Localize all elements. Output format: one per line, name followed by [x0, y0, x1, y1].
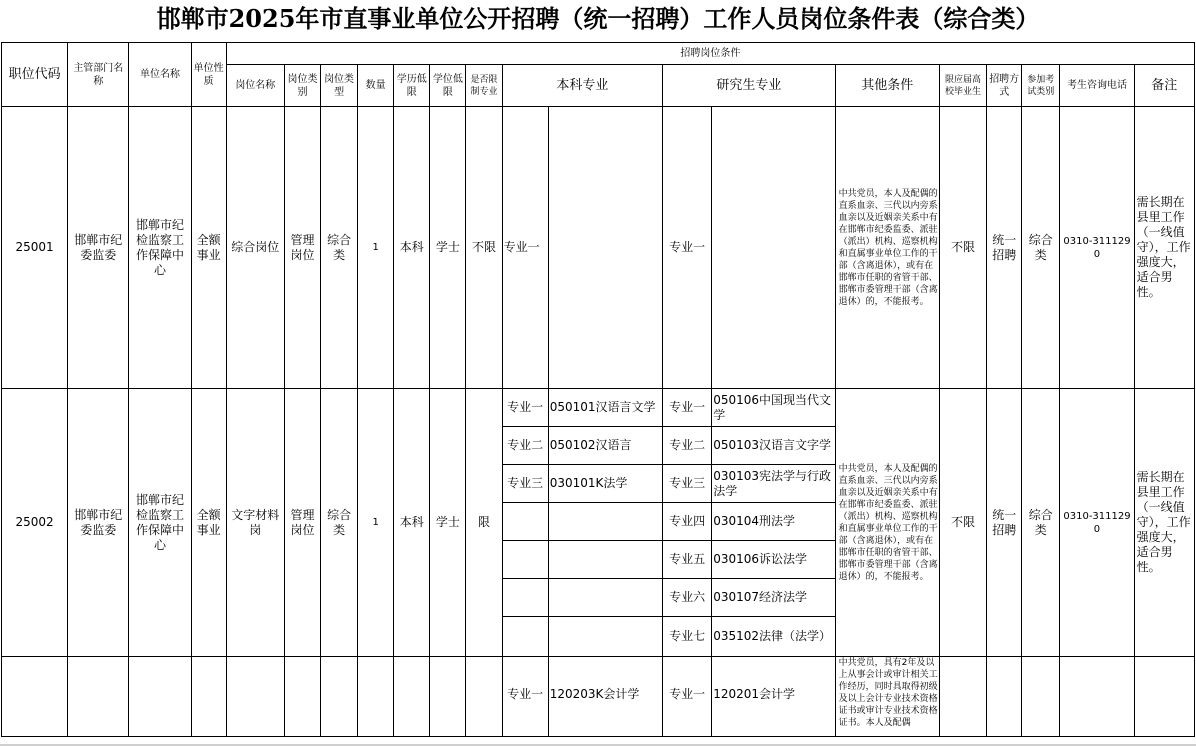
- cell-undergrad-name: [548, 617, 662, 657]
- cell-undergrad-label: [502, 579, 548, 617]
- cell-major-limit: 限: [466, 389, 502, 657]
- cell-grad-label: 专业六: [663, 579, 712, 617]
- cell-undergrad-name: 050101汉语言文学: [548, 389, 662, 427]
- cell-remarks: 需长期在县里工作（一线值守），工作强度大，适合男性。: [1134, 107, 1194, 389]
- cell-grad-name: 120201会计学: [712, 657, 835, 737]
- table-row: [2, 657, 1195, 737]
- table-row: [2, 389, 1195, 427]
- cell-grad-name: 030103宪法学与行政法学: [712, 465, 835, 503]
- page-title: 邯郸市2025年市直事业单位公开招聘（统一招聘）工作人员岗位条件表（综合类）: [156, 4, 1040, 33]
- cell-undergrad-label: 专业一: [502, 107, 548, 389]
- cell-recruit-method: [987, 657, 1022, 737]
- cell-undergrad-label: [502, 503, 548, 541]
- cell-post-category: 管理岗位: [284, 389, 320, 657]
- cell-fresh-grad: 不限: [939, 389, 986, 657]
- cell-unit: [129, 657, 191, 737]
- cell-undergrad-label: 专业一: [502, 657, 548, 737]
- cell-code: 25002: [2, 389, 68, 657]
- header-remarks: 备注: [1134, 65, 1194, 107]
- cell-grad-label: 专业四: [663, 503, 712, 541]
- cell-other: 中共党员，本人及配偶的直系血亲、三代以内旁系血亲以及近姻亲关系中有在邯郸市纪委监委、派驻（派出）机构、巡察机构和直属事业单位工作的干部（含离退休），或有在邯郸市任职的省管干部、邯郸市委管理干部（含离退休）的，不能报考。: [835, 107, 939, 389]
- cell-education: 本科: [394, 107, 430, 389]
- cell-phone: 0310-3111290: [1060, 107, 1134, 389]
- header-fresh-grad: 限应届高校毕业生: [939, 65, 986, 107]
- cell-undergrad-name: [548, 541, 662, 579]
- cell-post-name: 综合岗位: [226, 107, 284, 389]
- cell-quantity: [358, 657, 394, 737]
- cell-undergrad-name: 120203K会计学: [548, 657, 662, 737]
- cell-fresh-grad: 不限: [939, 107, 986, 389]
- cell-recruit-method: 统一招聘: [987, 389, 1022, 657]
- header-recruit-method: 招聘方式: [987, 65, 1022, 107]
- cell-remarks: [1134, 657, 1194, 737]
- header-degree: 学位低限: [430, 65, 466, 107]
- header-major-limit: 是否限制专业: [466, 65, 502, 107]
- cell-degree: 学士: [430, 389, 466, 657]
- cell-post-name: [226, 657, 284, 737]
- cell-unit: 邯郸市纪检监察工作保障中心: [129, 389, 191, 657]
- cell-major-limit: 不限: [466, 107, 502, 389]
- cell-dept: [68, 657, 129, 737]
- cell-grad-label: 专业五: [663, 541, 712, 579]
- cell-code: [2, 657, 68, 737]
- header-grad: 研究生专业: [663, 65, 836, 107]
- cell-quantity: 1: [358, 107, 394, 389]
- cell-post-type: [321, 657, 358, 737]
- cell-exam-category: [1022, 657, 1060, 737]
- cell-unit: 邯郸市纪检监察工作保障中心: [129, 107, 191, 389]
- cell-education: 本科: [394, 389, 430, 657]
- header-dept: 主管部门名称: [68, 43, 129, 107]
- cell-fresh-grad: [939, 657, 986, 737]
- cell-grad-label: 专业一: [663, 657, 712, 737]
- cell-grad-label: 专业一: [663, 107, 712, 389]
- header-post-name: 岗位名称: [226, 65, 284, 107]
- cell-post-category: 管理岗位: [284, 107, 320, 389]
- cell-nature: [191, 657, 226, 737]
- header-exam-category: 参加考试类别: [1022, 65, 1060, 107]
- cell-post-type: 综合类: [321, 107, 358, 389]
- cell-undergrad-name: [548, 503, 662, 541]
- cell-undergrad-name: [548, 579, 662, 617]
- cell-other: 中共党员，本人及配偶的直系血亲、三代以内旁系血亲以及近姻亲关系中有在邯郸市纪委监委、派驻（派出）机构、巡察机构和直属事业单位工作的干部（含离退休），或有在邯郸市任职的省管干部、邯郸市委管理干部（含离退休）的，不能报考。: [835, 389, 939, 657]
- cell-post-name: 文字材料岗: [226, 389, 284, 657]
- cell-nature: 全额事业: [191, 389, 226, 657]
- cell-grad-name: 035102法律（法学）: [712, 617, 835, 657]
- cell-recruit-method: 统一招聘: [987, 107, 1022, 389]
- cell-undergrad-label: [502, 617, 548, 657]
- cell-undergrad-name: [548, 107, 662, 389]
- header-post-type: 岗位类型: [321, 65, 358, 107]
- cell-exam-category: 综合类: [1022, 107, 1060, 389]
- cell-grad-name: 030106诉讼法学: [712, 541, 835, 579]
- header-quantity: 数量: [358, 65, 394, 107]
- cell-degree: 学士: [430, 107, 466, 389]
- position-table: [1, 42, 1195, 737]
- cell-phone: [1060, 657, 1134, 737]
- header-code: 职位代码: [2, 43, 68, 107]
- cell-post-category: [284, 657, 320, 737]
- cell-other: 中共党员，具有2年及以上从事会计或审计相关工作经历，同时具取得初级及以上会计专业技术资格证书或审计专业技术资格证书。本人及配偶: [835, 657, 939, 737]
- cell-undergrad-label: 专业二: [502, 427, 548, 465]
- header-unit: 单位名称: [129, 43, 191, 107]
- cell-undergrad-label: 专业三: [502, 465, 548, 503]
- cell-grad-label: 专业三: [663, 465, 712, 503]
- cell-grad-name: 030107经济法学: [712, 579, 835, 617]
- cell-dept: 邯郸市纪委监委: [68, 389, 129, 657]
- cell-code: 25001: [2, 107, 68, 389]
- cell-undergrad-label: 专业一: [502, 389, 548, 427]
- cell-education: [394, 657, 430, 737]
- cell-degree: [430, 657, 466, 737]
- header-undergrad: 本科专业: [502, 65, 663, 107]
- cell-quantity: 1: [358, 389, 394, 657]
- cell-exam-category: 综合类: [1022, 389, 1060, 657]
- cell-remarks: 需长期在县里工作（一线值守），工作强度大，适合男性。: [1134, 389, 1194, 657]
- cell-phone: 0310-3111290: [1060, 389, 1134, 657]
- cell-major-limit: [466, 657, 502, 737]
- cell-grad-label: 专业七: [663, 617, 712, 657]
- header-education: 学历低限: [394, 65, 430, 107]
- cell-undergrad-name: 050102汉语言: [548, 427, 662, 465]
- table-row: [2, 107, 1195, 389]
- header-other: 其他条件: [835, 65, 939, 107]
- cell-grad-name: 050106中国现当代文学: [712, 389, 835, 427]
- cell-grad-label: 专业二: [663, 427, 712, 465]
- cell-nature: 全额事业: [191, 107, 226, 389]
- cell-post-type: 综合类: [321, 389, 358, 657]
- cell-grad-name: 030104刑法学: [712, 503, 835, 541]
- cell-undergrad-label: [502, 541, 548, 579]
- header-group: 招聘岗位条件: [226, 43, 1194, 65]
- header-post-category: 岗位类别: [284, 65, 320, 107]
- cell-grad-label: 专业一: [663, 389, 712, 427]
- cell-undergrad-name: 030101K法学: [548, 465, 662, 503]
- cell-grad-name: 050103汉语言文字学: [712, 427, 835, 465]
- cell-dept: 邯郸市纪委监委: [68, 107, 129, 389]
- header-nature: 单位性质: [191, 43, 226, 107]
- header-phone: 考生咨询电话: [1060, 65, 1134, 107]
- cell-grad-name: [712, 107, 835, 389]
